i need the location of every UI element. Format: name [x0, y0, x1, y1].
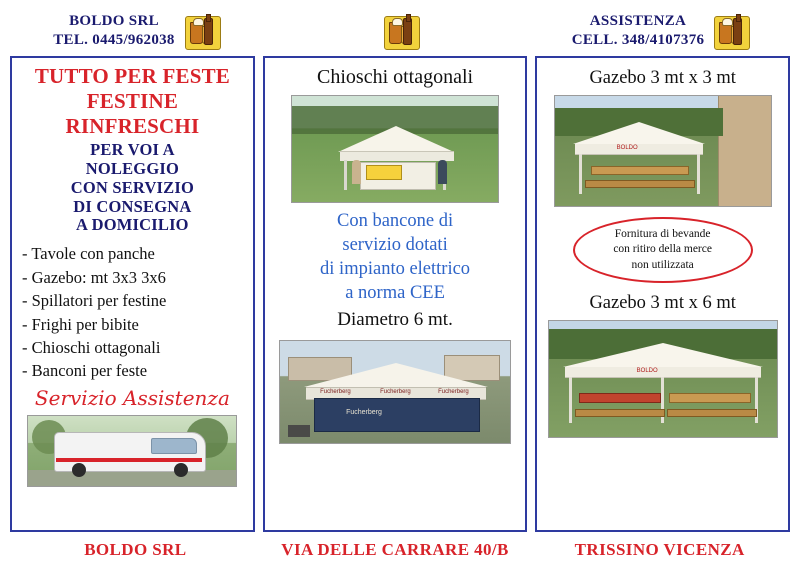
header-assistance-text: [572, 12, 705, 50]
subtitle-line-3: CON SERVIZIO: [70, 177, 195, 197]
list-item: - Frighi per bibite: [22, 314, 139, 334]
title-line-3: RINFRESCHI: [65, 113, 200, 138]
blue-line-4: a norma CEE: [345, 283, 445, 304]
gazebo-3x6-photo: [548, 320, 778, 438]
column1-subtitle: [20, 141, 245, 235]
blue-line-2: servizio dotati: [342, 235, 448, 256]
footer-address: VIA DELLE CARRARE 40/B: [281, 540, 509, 559]
column1-title: [20, 64, 245, 138]
blue-line-1: Con bancone di: [336, 211, 454, 231]
company-name: BOLDO SRL: [69, 13, 159, 30]
column2-blue-text: [320, 209, 470, 305]
gazebo-brand-text: BOLDO: [616, 145, 638, 151]
flyer-footer: [10, 535, 790, 565]
callout-line-1: Fornitura di bevande: [614, 228, 711, 241]
kiosk-brand-text: Fucherberg: [346, 409, 382, 417]
octagonal-kiosk-blue-photo: [279, 340, 511, 444]
header-assistance-block: [530, 8, 790, 54]
beer-mug-logo-icon: [384, 13, 418, 49]
service-assistance-script: Servizio Assistenza: [34, 385, 230, 410]
gazebo-brand-text: BOLDO: [636, 368, 658, 374]
kiosk-diameter: Diametro 6 mt.: [337, 309, 453, 331]
company-phone: TEL. 0445/962038: [53, 32, 175, 48]
column2-title: Chioschi ottagonali: [317, 66, 474, 88]
assistance-phone: CELL. 348/4107376: [571, 32, 705, 48]
gazebo-3x6-title: Gazebo 3 mt x 6 mt: [589, 293, 736, 313]
kiosk-brand-text: Fucherberg: [380, 389, 411, 396]
footer-city: TRISSINO VICENZA: [574, 540, 745, 559]
gazebo-3x3-title: Gazebo 3 mt x 3 mt: [589, 68, 736, 88]
column-services: [10, 56, 255, 532]
beer-mug-logo-icon: [185, 13, 219, 49]
kiosk-brand-text: Fucherberg: [438, 389, 469, 396]
header-center-block: [262, 8, 530, 54]
beverage-supply-callout: [573, 217, 753, 283]
list-item: - Gazebo: mt 3x3 3x6: [22, 267, 166, 287]
column-gazebos: [535, 56, 790, 532]
beer-mug-logo-icon: [714, 13, 748, 49]
title-line-1: TUTTO PER FESTE: [34, 64, 230, 88]
assistance-label: ASSISTENZA: [589, 13, 687, 30]
flyer-header: [10, 8, 790, 54]
subtitle-line-5: A DOMICILIO: [76, 215, 189, 235]
subtitle-line-2: NOLEGGIO: [85, 159, 180, 179]
list-item: - Banconi per feste: [22, 361, 148, 381]
subtitle-line-1: PER VOI A: [90, 140, 175, 160]
list-item: - Chioschi ottagonali: [22, 337, 161, 357]
delivery-van-photo: [27, 415, 237, 487]
header-company-text: [53, 12, 174, 50]
callout-line-2: con ritiro della merce: [613, 243, 712, 256]
header-company-block: [10, 8, 262, 54]
subtitle-line-4: DI CONSEGNA: [73, 196, 192, 216]
list-item: - Spillatori per festine: [22, 291, 167, 311]
title-line-2: FESTINE: [86, 88, 179, 113]
kiosk-brand-text: Fucherberg: [320, 389, 351, 396]
blue-line-3: di impianto elettrico: [320, 259, 471, 280]
column-kiosks: [263, 56, 528, 532]
gazebo-3x3-photo: [554, 95, 772, 207]
list-item: - Tavole con panche: [22, 244, 155, 264]
footer-company: BOLDO SRL: [84, 540, 187, 559]
octagonal-kiosk-white-photo: [291, 95, 499, 203]
flyer-columns: [10, 56, 790, 532]
callout-line-3: non utilizzata: [631, 258, 694, 271]
services-list: [20, 242, 245, 383]
